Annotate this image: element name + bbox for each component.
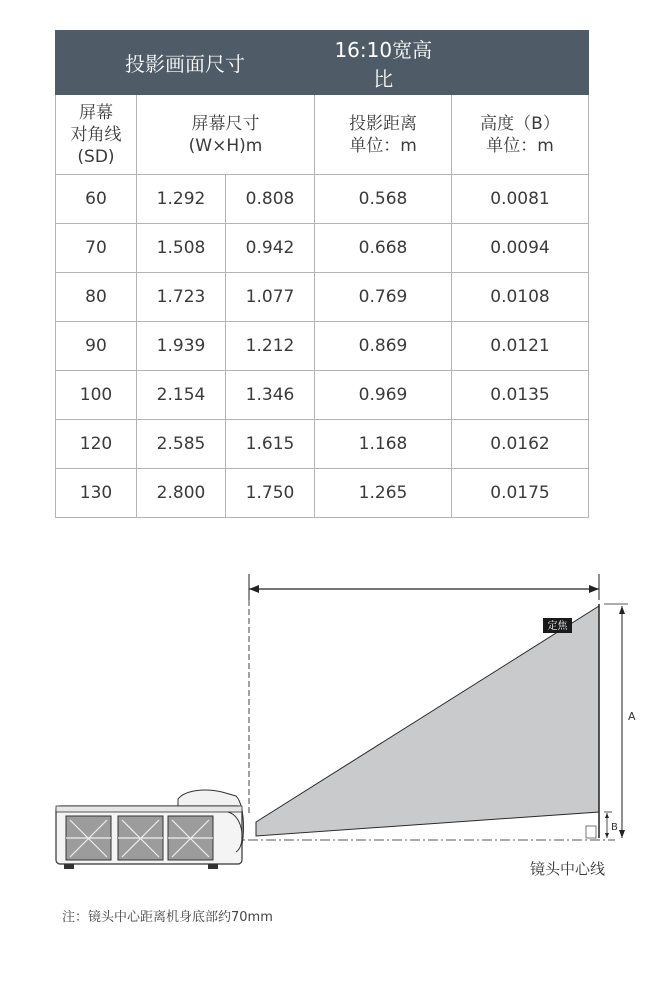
centerline-label: 镜头中心线	[530, 860, 606, 878]
cell-width: 1.723	[137, 273, 226, 322]
focus-tag	[543, 618, 572, 633]
projection-diagram	[0, 530, 650, 890]
header-ratio: 16:10宽高 比	[315, 31, 452, 95]
cell-sd: 130	[56, 469, 137, 518]
table-header-row	[56, 31, 589, 95]
col-header-height: 高度（B） 单位：m	[452, 95, 589, 175]
cell-distance: 1.168	[315, 420, 452, 469]
cell-sd: 80	[56, 273, 137, 322]
table-row	[56, 420, 589, 469]
cell-width: 2.800	[137, 469, 226, 518]
table-subheader-row	[56, 95, 589, 175]
cell-offset-b: 0.0121	[452, 322, 589, 371]
col-header-sd: 屏幕 对角线 (SD)	[56, 95, 137, 175]
spec-table	[55, 30, 589, 518]
width-dimension-arrow	[249, 574, 599, 600]
cell-distance: 0.668	[315, 224, 452, 273]
cell-height-m: 1.077	[226, 273, 315, 322]
projection-beam	[256, 606, 599, 836]
cell-width: 2.585	[137, 420, 226, 469]
cell-offset-b: 0.0175	[452, 469, 589, 518]
cell-offset-b: 0.0081	[452, 175, 589, 224]
footnote: 注：镜头中心距离机身底部约70mm	[62, 910, 273, 925]
cell-offset-b: 0.0162	[452, 420, 589, 469]
cell-sd: 70	[56, 224, 137, 273]
header-title: 投影画面尺寸	[56, 31, 315, 95]
table-row	[56, 273, 589, 322]
cell-width: 1.939	[137, 322, 226, 371]
cell-height-m: 0.942	[226, 224, 315, 273]
cell-sd: 60	[56, 175, 137, 224]
cell-width: 1.292	[137, 175, 226, 224]
cell-offset-b: 0.0108	[452, 273, 589, 322]
cell-distance: 1.265	[315, 469, 452, 518]
table-row	[56, 224, 589, 273]
table-row	[56, 469, 589, 518]
cell-width: 1.508	[137, 224, 226, 273]
col-header-size: 屏幕尺寸 (W×H)m	[137, 95, 315, 175]
cell-distance: 0.969	[315, 371, 452, 420]
focus-label: 定焦	[547, 621, 568, 632]
cell-sd: 90	[56, 322, 137, 371]
a-dimension-arrow	[604, 604, 636, 838]
cell-width: 2.154	[137, 371, 226, 420]
cell-sd: 100	[56, 371, 137, 420]
projector-illustration	[56, 790, 244, 869]
b-label: B	[611, 822, 618, 833]
header-empty	[452, 31, 589, 95]
a-label: A	[628, 710, 636, 723]
cell-distance: 0.869	[315, 322, 452, 371]
cell-distance: 0.568	[315, 175, 452, 224]
cell-sd: 120	[56, 420, 137, 469]
cell-offset-b: 0.0094	[452, 224, 589, 273]
cell-distance: 0.769	[315, 273, 452, 322]
cell-height-m: 0.808	[226, 175, 315, 224]
cell-height-m: 1.346	[226, 371, 315, 420]
col-header-distance: 投影距离 单位：m	[315, 95, 452, 175]
cell-height-m: 1.212	[226, 322, 315, 371]
cell-height-m: 1.615	[226, 420, 315, 469]
table-row	[56, 322, 589, 371]
cell-height-m: 1.750	[226, 469, 315, 518]
b-dimension-arrow	[586, 812, 618, 838]
table-row	[56, 175, 589, 224]
table-row	[56, 371, 589, 420]
cell-offset-b: 0.0135	[452, 371, 589, 420]
